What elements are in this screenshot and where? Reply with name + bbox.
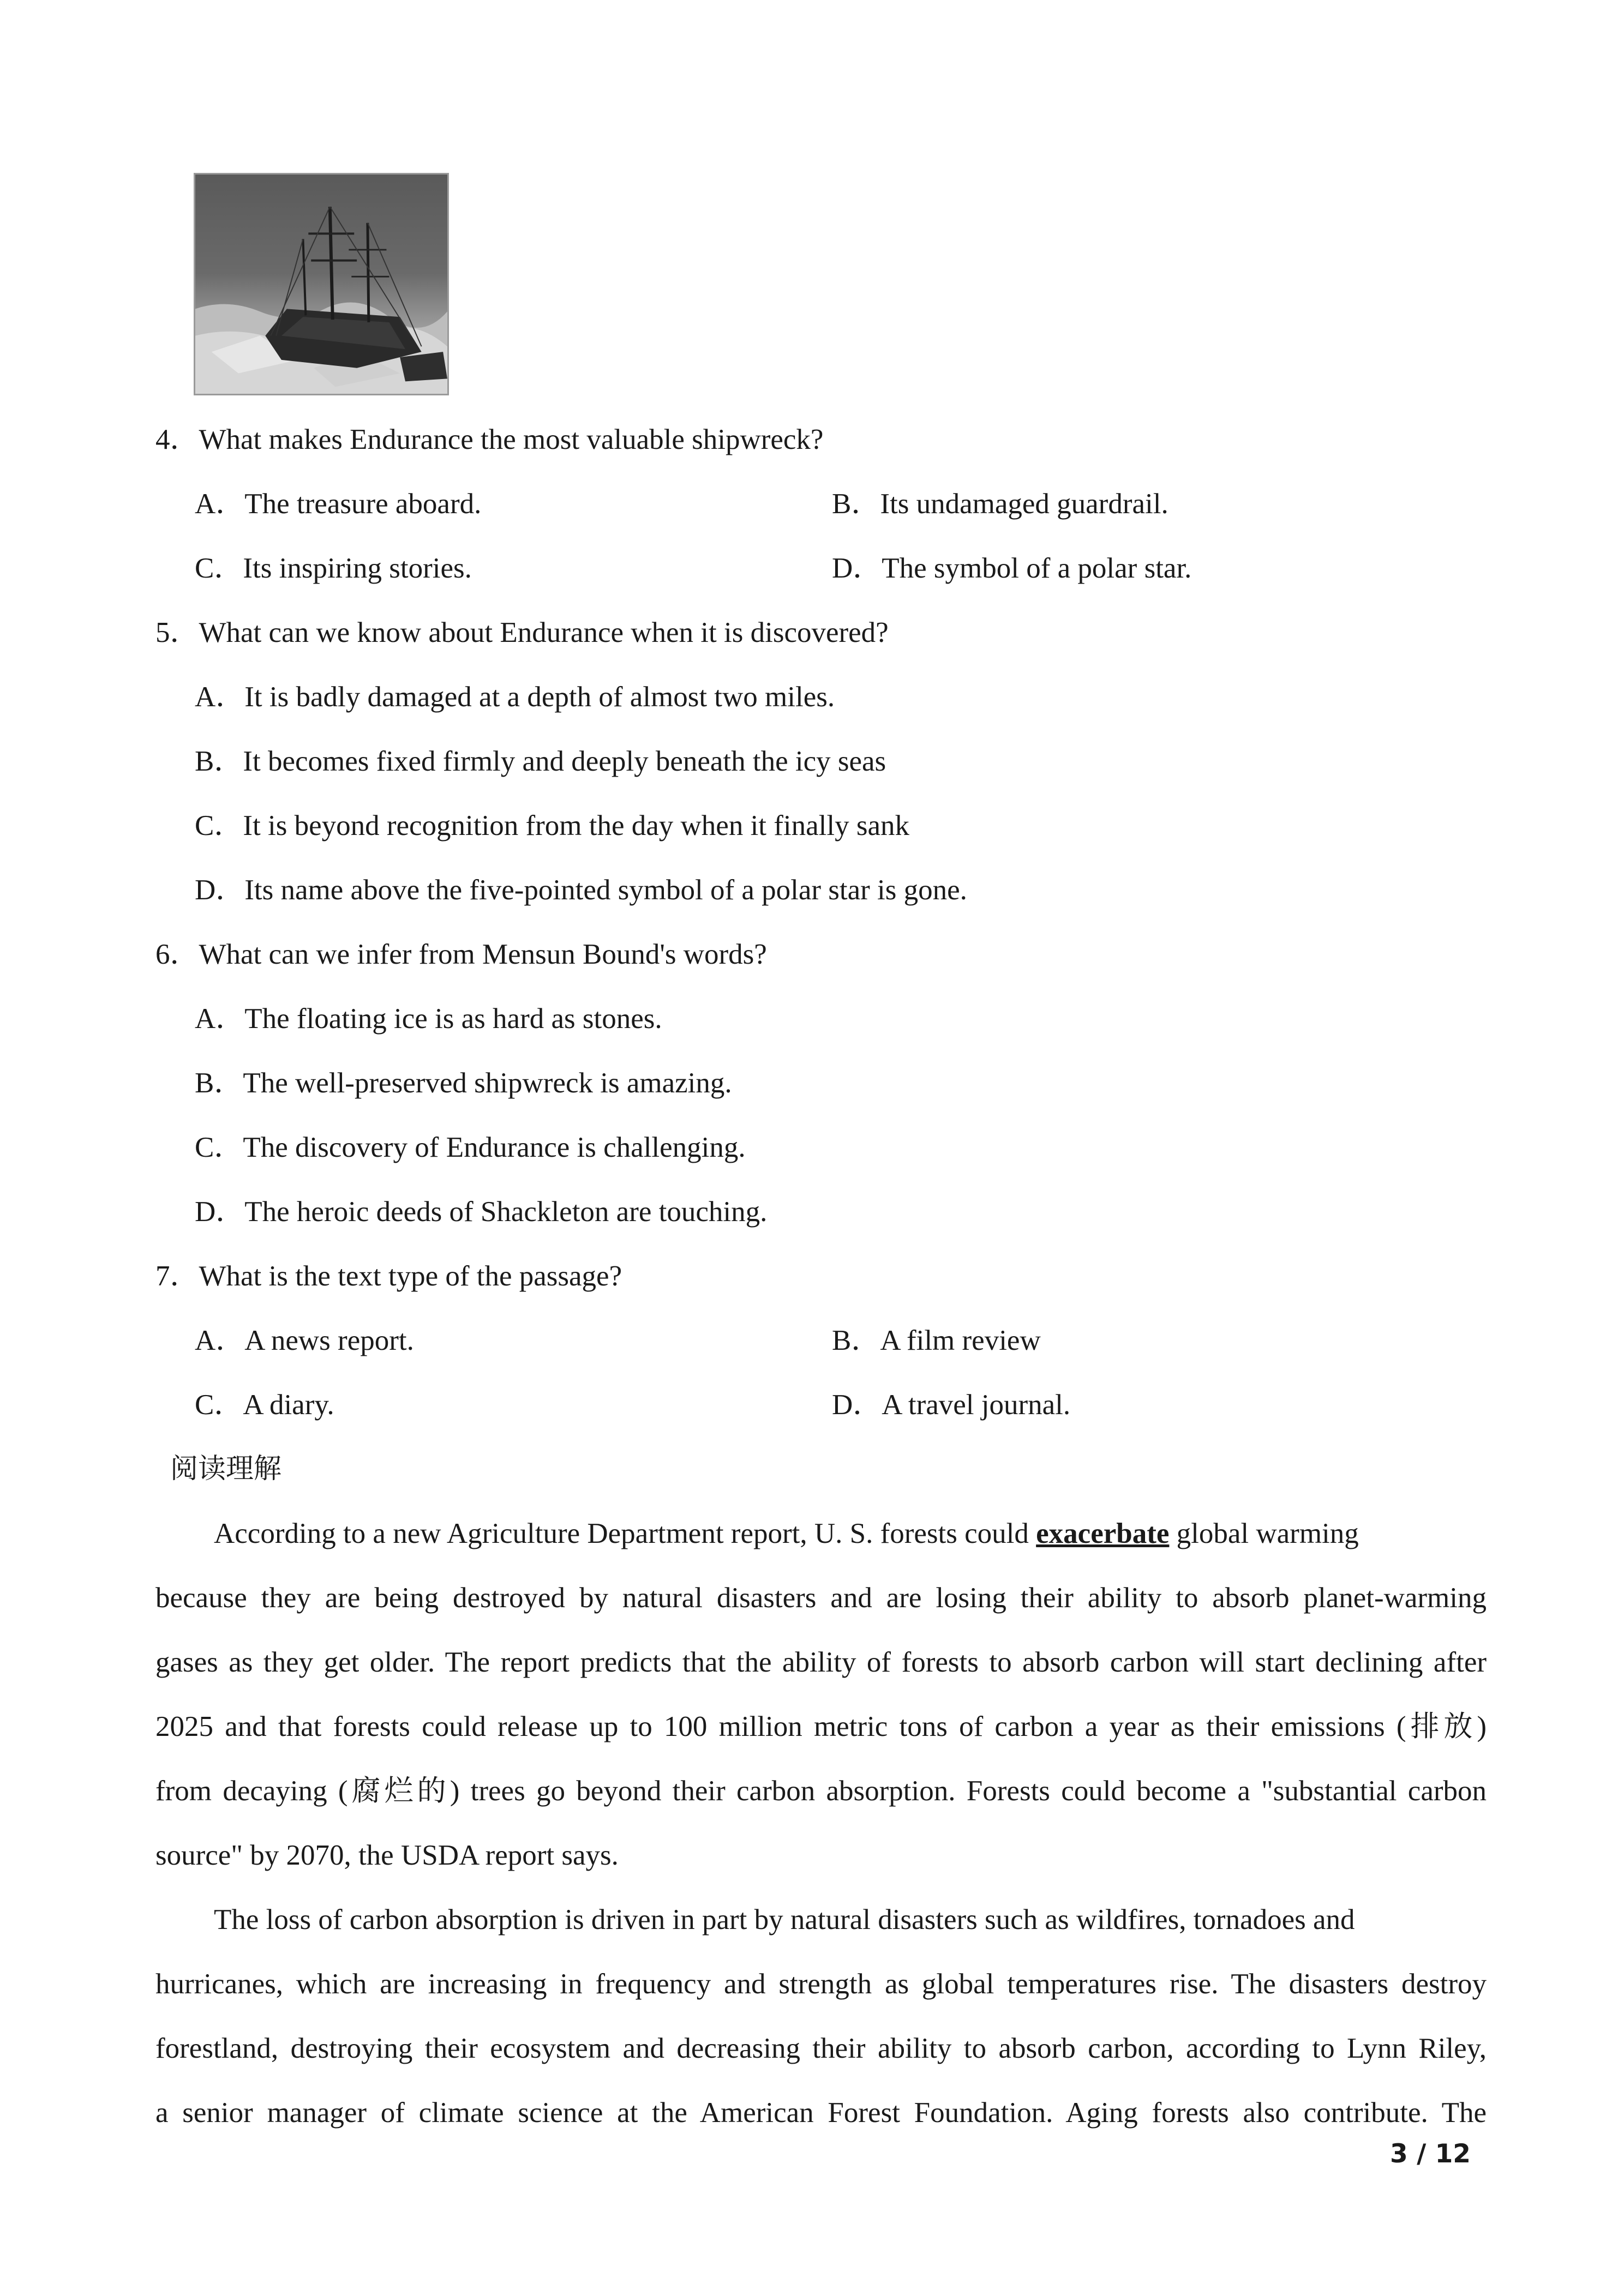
ship-in-ice-image <box>194 173 449 395</box>
question-7-option-c: C．A diary. <box>195 1389 334 1421</box>
passage-p2-line3: forestland, destroying their ecosystem and decreasing their ability to absorb carbon, according to Lynn Riley, <box>155 2033 1487 2064</box>
page-number: 3 / 12 <box>1390 2139 1471 2169</box>
passage-p2-line2: hurricanes, which are increasing in frequency and strength as global temperatures rise. The disasters destroy <box>155 1968 1487 2000</box>
question-4-option-b: B．Its undamaged guardrail. <box>832 488 1168 520</box>
question-5-option-b: B．It becomes fixed firmly and deeply beneath the icy seas <box>195 746 886 777</box>
question-4-option-d: D．The symbol of a polar star. <box>832 552 1192 584</box>
passage-p1-line3: gases as they get older. The report predicts that the ability of forests to absorb carbon will start declining after <box>155 1646 1487 1678</box>
passage-p1-line1-end: global warming <box>1169 1518 1359 1549</box>
passage-p1-line4: 2025 and that forests could release up to 100 million metric tons of carbon a year as their emissions (排放) <box>155 1711 1487 1742</box>
question-5-option-c: C．It is beyond recognition from the day when it finally sank <box>195 810 910 842</box>
question-6-option-a: A．The floating ice is as hard as stones. <box>195 1003 662 1035</box>
question-7-option-b: B．A film review <box>832 1325 1041 1356</box>
question-6-option-c: C．The discovery of Endurance is challenging. <box>195 1132 746 1163</box>
passage-p1-line5: from decaying (腐烂的) trees go beyond their carbon absorption. Forests could become a "substantial carbon <box>155 1775 1487 1807</box>
section-label: 阅读理解 <box>170 1454 282 1484</box>
ship-illustration <box>195 175 447 394</box>
passage-p2-line1: The loss of carbon absorption is driven in part by natural disasters such as wildfires, tornadoes and <box>214 1904 1355 1936</box>
question-4-option-a: A．The treasure aboard. <box>195 488 482 520</box>
question-7-option-a: A．A news report. <box>195 1325 414 1356</box>
question-7-option-d: D．A travel journal. <box>832 1389 1071 1421</box>
question-6-stem: 6．What can we infer from Mensun Bound's words? <box>155 939 767 970</box>
question-6-option-b: B．The well-preserved shipwreck is amazing. <box>195 1067 732 1099</box>
question-5-option-a: A．It is badly damaged at a depth of almost two miles. <box>195 681 835 713</box>
question-4-option-c: C．Its inspiring stories. <box>195 552 472 584</box>
question-5-option-d: D．Its name above the five-pointed symbol of a polar star is gone. <box>195 874 967 906</box>
passage-p2-line4: a senior manager of climate science at the American Forest Foundation. Aging forests also contribute. The <box>155 2097 1487 2129</box>
question-6-option-d: D．The heroic deeds of Shackleton are touching. <box>195 1196 768 1228</box>
passage-p1-line1 <box>214 1517 1359 1550</box>
question-4-stem: 4．What makes Endurance the most valuable shipwreck? <box>155 424 824 455</box>
passage-p1-line6: source" by 2070, the USDA report says. <box>155 1840 619 1871</box>
question-5-stem: 5．What can we know about Endurance when it is discovered? <box>155 617 889 648</box>
question-7-stem: 7．What is the text type of the passage? <box>155 1260 622 1292</box>
passage-p1-line1-start: According to a new Agriculture Department report, U. S. forests could <box>214 1518 1036 1549</box>
keyword-exacerbate: exacerbate <box>1036 1518 1170 1549</box>
passage-p1-line2: because they are being destroyed by natural disasters and are losing their ability to absorb planet-warming <box>155 1582 1487 1614</box>
